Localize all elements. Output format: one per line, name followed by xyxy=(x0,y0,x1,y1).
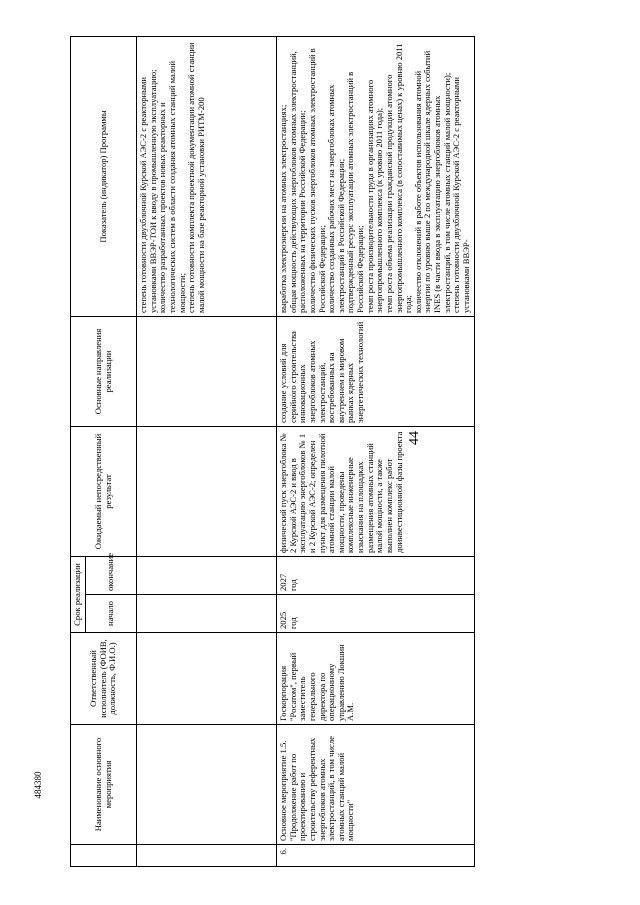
indicator-line: количество разработанных проектов новых реакторных и технологических систем в области создания атомных станций малой мощности; xyxy=(157,60,187,313)
table-row-continuation xyxy=(137,37,277,867)
program-activities-table xyxy=(70,36,475,867)
header-end: окончание xyxy=(86,557,137,595)
cell-empty xyxy=(137,557,277,595)
table-row-activity-1-5 xyxy=(277,37,475,867)
indicator-line: подтвержденный ресурс эксплуатации атомных электростанций в Российской Федерации; xyxy=(345,71,365,313)
indicator-line: степень готовности двухблочной Курской АЭС-2 с реакторными установками ВВЭР- xyxy=(451,77,471,313)
indicator-line: общая мощность действующих энергоблоков атомных электростанций, расположенных на территории Российской Федерации; xyxy=(287,51,308,313)
indicator-line: количество созданных рабочих мест на энергоблоках атомных электростанций в Российской Федерации; xyxy=(326,84,346,313)
indicator-line: выработка электроэнергии на атомных электростанциях; xyxy=(278,104,288,313)
indicator-line: количество отклонений в работе объектов использования атомной энергии по уровню выше 2 по международной шкале ядерных событий INES (в части ввода в эксплуатацию энергоблоков атомных электростанций, в том числе атомных станций малой мощности); xyxy=(412,50,452,313)
cell-start: 2025 год xyxy=(277,595,475,633)
cell-empty xyxy=(137,595,277,633)
indicator-line: темп роста объема реализации гражданской продукции атомного энергопромышленного комплекса (в сопоставимых ценах) к уровню 2011 года; xyxy=(383,43,414,313)
indicator-line: степень готовности двухблочной Курской АЭС-2 с реакторными установками ВВЭР-ТОИ к вводу в промышленную эксплуатацию; xyxy=(138,69,158,313)
header-result: Ожидаемый непосредственный результат xyxy=(71,427,137,557)
cell-empty xyxy=(137,845,277,867)
header-responsible: Ответственный исполнитель (ФОИВ, должность, Ф.И.О.) xyxy=(71,633,137,725)
cell-empty xyxy=(137,725,277,845)
cell-result: физический пуск энергоблока № 2 Курской АЭС-2 и ввод в эксплуатацию энергоблоков № 1 и 2 Курской АЭС-2; определен пункт для размещения пилотной атомной станции малой мощности, проведены комплексные инженерные изыскания на площадках размещения атомных станций малой мощности, а также выполнен комплекс работ доинвестиционной фазы проекта xyxy=(277,427,475,557)
cell-directions: создание условий для серийного строительства инновационных энергоблоков атомных электростанций, востребованных на внутреннем и мировом рынках ядерных энергетических технологий xyxy=(277,317,475,427)
header-start: начало xyxy=(86,595,137,633)
document-code: 484380 xyxy=(33,771,43,799)
cell-empty xyxy=(137,317,277,427)
cell-indicators xyxy=(277,37,475,317)
header-indicator: Показатель (индикатор) Программы xyxy=(71,37,137,317)
rotated-table-wrapper xyxy=(70,37,570,867)
header-directions: Основные направления реализации xyxy=(71,317,137,427)
cell-end: 2027 год xyxy=(277,557,475,595)
header-number xyxy=(71,845,137,867)
cell-number: 6. xyxy=(277,845,475,867)
indicator-line: количество физических пусков энергоблоков атомных электростанций в Российской Федерации; xyxy=(306,48,327,313)
cell-responsible: Госкорпорация "Росатом", первый заместитель генерального директора по операционному управлению Локшин А.М. xyxy=(277,633,475,725)
header-period: Срок реализации xyxy=(71,557,86,633)
cell-indicator-continuation xyxy=(137,37,277,317)
cell-empty xyxy=(137,427,277,557)
header-row-1 xyxy=(71,37,86,867)
indicator-line: темп роста производительности труда в организациях атомного энергопромышленного комплекса (к уровню 2011 года); xyxy=(364,79,385,313)
indicator-line: степень готовности комплекта проектной документации атомной станции малой мощности на базе реакторной установки РИТМ-200 xyxy=(186,42,206,313)
cell-empty xyxy=(137,633,277,725)
cell-name: Основное мероприятие 1.5. "Продолжение работ по проектированию и строительству референтных энергоблоков атомных электростанций, в том числе атомных станций малой мощности" xyxy=(277,725,475,845)
page-number: 44 xyxy=(407,431,422,445)
header-name: Наименование основного мероприятия xyxy=(71,725,137,845)
